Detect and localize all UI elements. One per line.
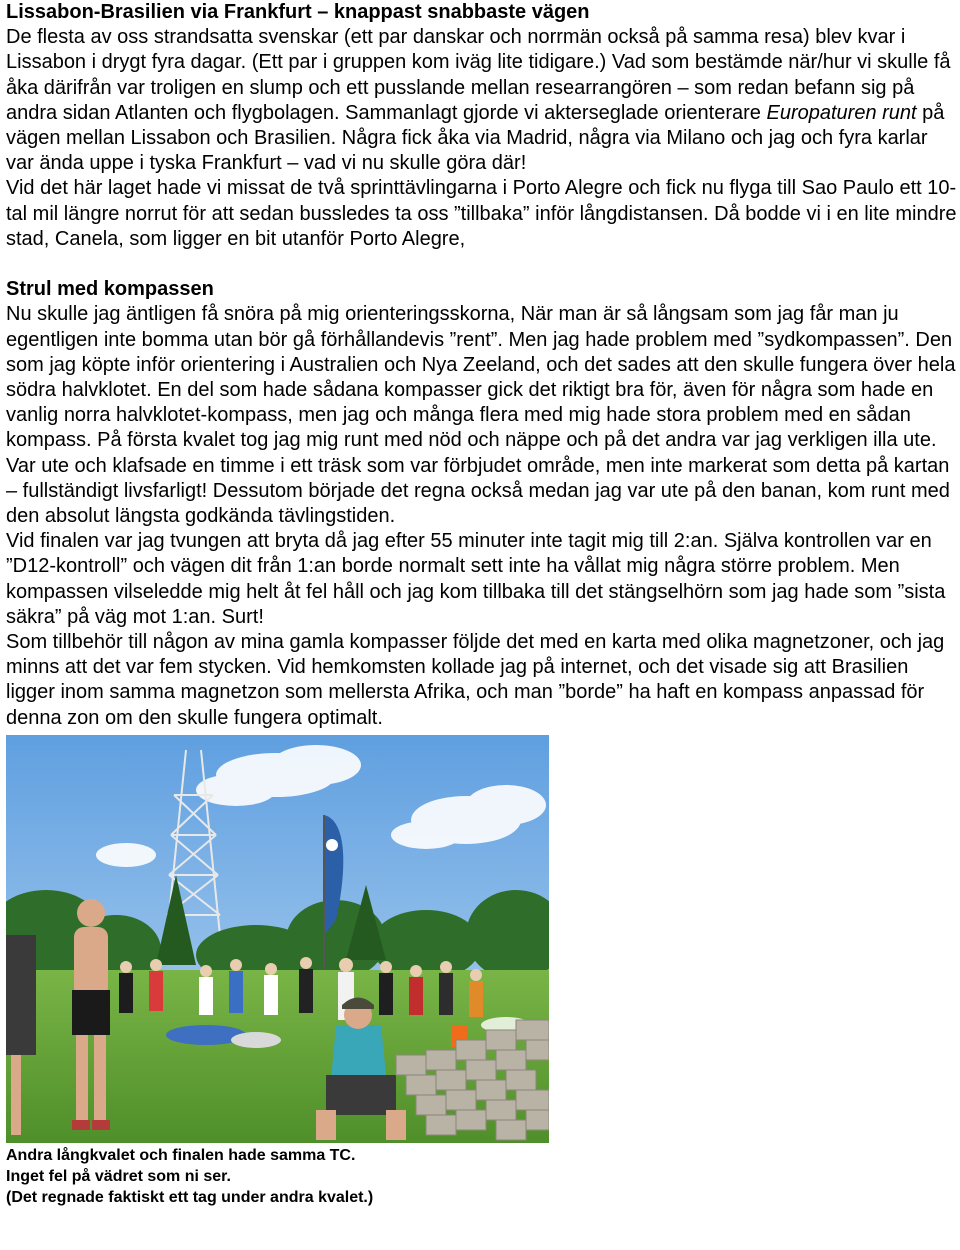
document-page xyxy=(6,0,958,1208)
section-heading-journey: Lissabon-Brasilien via Frankfurt – knappast snabbaste vägen xyxy=(6,1,590,23)
photo-caption-line-1: Andra långkvalet och finalen hade samma TC. xyxy=(6,1146,356,1164)
paragraph-compass-problems: Nu skulle jag äntligen få snöra på mig orienteringsskorna, När man är så långsam som jag får man ju egentligen inte bomma utan bör gå förhållandevis ”rent”. Men jag hade problem med ”sydkompassen”. Den som jag köpte inför orientering i Australien och Nya Zeeland, och det sades att den skulle fungera över hela södra halvklotet. En del som hade sådana kompasser gick det riktigt bra för, även för några som hade en vanlig norra halvklotet-kompass, men jag och många flera med mig hade stora problem med en sådan kompass. På första kvalet tog jag mig runt med nöd och näppe och på det andra var jag verkligen illa ute. Var ute och klafsade en timme i ett träsk som var förbjudet område, men inte markerat som detta på kartan – fullständigt livsfarligt! Dessutom började det regna också medan jag var ute på den banan, kom runt med den absolut längsta godkända tävlingstiden. xyxy=(6,303,956,528)
paragraph-stranded-text-2: på vägen mellan Lissabon och Brasilien. Några fick åka via Madrid, några via Milano och jag och fyra karlar var ända uppe i tyska Frankfurt – vad vi nu skulle göra där! xyxy=(6,101,945,175)
paragraph-stranded xyxy=(6,25,958,176)
section-heading-compass: Strul med kompassen xyxy=(6,278,214,301)
paragraph-stranded-text-1: De flesta av oss strandsatta svenskar (ett par danskar och norrmän också på samma resa) blev kvar i Lissabon i drygt fyra dagar. (Ett par i gruppen kom iväg lite tidigare.) Vad som bestämde när/hur vi skulle få åka därifrån var troligen en slump och ett pusslande mellan researrangören – som redan befann sig på andra sidan Atlanten och flygbolagen. Sammanlagt gjorde vi akterseglade orienterare xyxy=(6,26,951,124)
event-photo xyxy=(6,735,549,1143)
paragraph-magnet-zones: Som tillbehör till någon av mina gamla kompasser följde det med en karta med olika magnetzoner, och jag minns att det var fem stycken. Vid hemkomsten kollade jag på internet, och det visade sig att Brasilien ligger inom samma magnetzon som mellersta Afrika, och man ”borde” ha haft en kompass anpassad för denna zon om den skulle fungera optimalt. xyxy=(6,631,945,729)
photo-caption-line-3: (Det regnade faktiskt ett tag under andra kvalet.) xyxy=(6,1188,374,1206)
photo-caption-line-2: Inget fel på vädret som ni ser. xyxy=(6,1167,231,1185)
paragraph-final: Vid finalen var jag tvungen att bryta då jag efter 55 minuter inte tagit mig till 2:an. Själva kontrollen var en ”D12-kontroll” och vägen dit från 1:an borde normalt sett inte ha vållat mig några större problem. Men kompassen vilseledde mig helt åt fel håll och jag kom tillbaka till det stängselhörn som jag hade som ”sista säkra” på väg mot 1:an. Surt! xyxy=(6,530,946,628)
paragraph-missed-sprints: Vid det här laget hade vi missat de två sprinttävlingarna i Porto Alegre och fick nu flyga till Sao Paulo ett 10-tal mil längre norrut för att sedan bussledes ta oss ”tillbaka” inför långdistansen. Då bodde vi i en lite mindre stad, Canela, som ligger en bit utanför Porto Alegre, xyxy=(6,177,957,250)
photo-caption xyxy=(6,1145,958,1208)
paragraph-gap xyxy=(6,252,958,277)
event-photo-illustration xyxy=(6,735,549,1143)
paragraph-stranded-italic: Europaturen runt xyxy=(766,101,917,124)
